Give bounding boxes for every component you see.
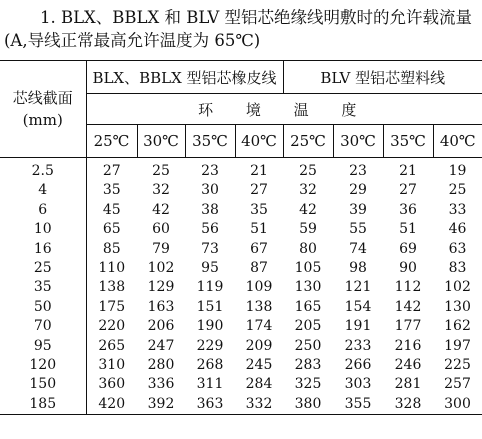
ampacity-cell: 39 [349, 201, 367, 218]
ampacity-cell: 35 [102, 182, 121, 199]
ampacity-cell: 380 [294, 395, 322, 412]
ampacity-cell: 19 [448, 163, 467, 179]
ampacity-cell: 247 [147, 337, 175, 354]
ampacity-cell: 21 [399, 163, 417, 179]
ampacity-cell: 25 [448, 182, 467, 199]
ampacity-cell: 60 [152, 221, 170, 238]
section-size-cell: 6 [0, 201, 86, 220]
section-size-cell: 25 [0, 259, 86, 278]
ampacity-cell: 23 [349, 163, 367, 179]
ampacity-cell: 281 [394, 376, 422, 393]
ampacity-cell: 121 [344, 279, 372, 296]
ampacity-cell: 69 [399, 240, 417, 257]
ampacity-cell: 27 [399, 182, 417, 199]
ampacity-cell: 79 [152, 240, 170, 257]
temp-header-cell: 30℃ [333, 125, 383, 158]
ampacity-cell: 27 [102, 163, 121, 179]
ampacity-cell: 355 [344, 395, 372, 412]
section-header-label: 芯线截面 [12, 89, 73, 107]
title-line-1: 1. BLX、BBLX 和 BLV 型铝芯绝缘线明敷时的允许载流量 [39, 8, 472, 27]
section-size-cell: 185 [0, 395, 86, 415]
ampacity-cell: 32 [299, 182, 317, 199]
ampacity-cell: 25 [299, 163, 317, 179]
ampacity-cell: 65 [102, 221, 121, 238]
ampacity-cell: 197 [444, 337, 471, 354]
ampacity-cell: 38 [201, 201, 219, 218]
ampacity-cell: 191 [344, 318, 372, 335]
table-row [0, 181, 482, 200]
ampacity-cell: 109 [245, 279, 273, 296]
section-header-unit: (mm) [22, 111, 63, 129]
ampacity-cell: 112 [394, 279, 422, 296]
temp-header-cell: 25℃ [86, 125, 137, 158]
section-header [0, 61, 86, 158]
ampacity-cell: 392 [147, 395, 175, 412]
table-row [0, 317, 482, 336]
section-size-cell: 50 [0, 298, 86, 317]
ampacity-cell: 25 [152, 163, 170, 179]
section-size-cell: 2.5 [0, 158, 86, 182]
table-row [0, 240, 482, 259]
title-line-2: (A,导线正常最高允许温度为 65℃) [4, 31, 261, 50]
group-header-rubber: BLX、BBLX 型铝芯橡皮线 [86, 61, 283, 94]
table-row [0, 158, 482, 182]
ampacity-table [0, 60, 482, 415]
ampacity-cell: 21 [250, 163, 268, 179]
temp-header-cell: 35℃ [185, 125, 235, 158]
table-title [4, 6, 478, 52]
ampacity-cell: 245 [245, 357, 273, 374]
ampacity-cell: 36 [399, 201, 417, 218]
ampacity-cell: 80 [299, 240, 317, 257]
table-row [0, 337, 482, 356]
ampacity-cell: 332 [245, 395, 273, 412]
ampacity-cell: 266 [344, 357, 372, 374]
ampacity-cell: 138 [245, 298, 273, 315]
ampacity-cell: 220 [98, 318, 126, 335]
ampacity-cell: 29 [349, 182, 367, 199]
ampacity-cell: 105 [294, 260, 322, 277]
ampacity-cell: 63 [448, 240, 467, 257]
env-temp-header: 环 境 温 度 [86, 94, 482, 125]
ampacity-cell: 27 [250, 182, 268, 199]
ampacity-cell: 130 [444, 298, 471, 315]
ampacity-cell: 33 [448, 201, 467, 218]
ampacity-cell: 310 [98, 357, 126, 374]
ampacity-cell: 45 [102, 201, 121, 218]
ampacity-cell: 51 [399, 221, 417, 238]
ampacity-cell: 51 [250, 221, 268, 238]
ampacity-cell: 23 [201, 163, 219, 179]
ampacity-cell: 74 [349, 240, 367, 257]
ampacity-cell: 420 [98, 395, 126, 412]
ampacity-cell: 216 [394, 337, 422, 354]
temp-header-cell: 35℃ [383, 125, 433, 158]
ampacity-cell: 59 [299, 221, 317, 238]
temp-header-cell: 40℃ [433, 125, 482, 158]
ampacity-cell: 257 [444, 376, 471, 393]
ampacity-cell: 284 [245, 376, 273, 393]
ampacity-cell: 73 [201, 240, 219, 257]
ampacity-cell: 165 [294, 298, 322, 315]
ampacity-cell: 209 [245, 337, 273, 354]
ampacity-cell: 174 [245, 318, 273, 335]
ampacity-cell: 363 [196, 395, 224, 412]
ampacity-cell: 83 [448, 260, 467, 277]
ampacity-cell: 42 [152, 201, 170, 218]
ampacity-cell: 56 [201, 221, 219, 238]
ampacity-cell: 42 [299, 201, 317, 218]
table-body [0, 158, 482, 415]
ampacity-cell: 225 [444, 357, 471, 374]
temp-header-cell: 40℃ [235, 125, 283, 158]
table-row [0, 298, 482, 317]
ampacity-cell: 46 [448, 221, 467, 238]
ampacity-cell: 360 [98, 376, 126, 393]
ampacity-cell: 90 [399, 260, 417, 277]
table-row [0, 220, 482, 239]
ampacity-cell: 190 [196, 318, 224, 335]
ampacity-cell: 283 [294, 357, 322, 374]
ampacity-cell: 130 [294, 279, 322, 296]
ampacity-cell: 246 [394, 357, 422, 374]
ampacity-cell: 55 [349, 221, 367, 238]
ampacity-cell: 102 [444, 279, 471, 296]
table-row [0, 201, 482, 220]
table-row [0, 356, 482, 375]
ampacity-cell: 268 [196, 357, 224, 374]
section-size-cell: 10 [0, 220, 86, 239]
table-row [0, 395, 482, 415]
table-row [0, 278, 482, 297]
ampacity-cell: 102 [147, 260, 175, 277]
ampacity-cell: 30 [201, 182, 219, 199]
section-size-cell: 95 [0, 337, 86, 356]
ampacity-cell: 280 [147, 357, 175, 374]
ampacity-cell: 303 [344, 376, 372, 393]
ampacity-cell: 328 [394, 395, 422, 412]
temp-header-cell: 30℃ [137, 125, 185, 158]
section-size-cell: 16 [0, 240, 86, 259]
ampacity-cell: 162 [444, 318, 471, 335]
ampacity-cell: 119 [196, 279, 224, 296]
ampacity-cell: 142 [394, 298, 422, 315]
ampacity-cell: 87 [250, 260, 268, 277]
ampacity-cell: 311 [196, 376, 224, 393]
ampacity-cell: 95 [201, 260, 219, 277]
ampacity-cell: 233 [344, 337, 372, 354]
ampacity-cell: 229 [196, 337, 224, 354]
section-size-cell: 150 [0, 375, 86, 394]
ampacity-cell: 175 [98, 298, 126, 315]
ampacity-cell: 205 [294, 318, 322, 335]
section-size-cell: 4 [0, 181, 86, 200]
table-row [0, 259, 482, 278]
ampacity-cell: 138 [98, 279, 126, 296]
section-size-cell: 35 [0, 278, 86, 297]
table-row [0, 375, 482, 394]
ampacity-cell: 206 [147, 318, 175, 335]
ampacity-cell: 98 [349, 260, 367, 277]
ampacity-cell: 177 [394, 318, 422, 335]
ampacity-cell: 129 [147, 279, 175, 296]
section-size-cell: 120 [0, 356, 86, 375]
ampacity-cell: 35 [250, 201, 268, 218]
ampacity-cell: 163 [147, 298, 175, 315]
ampacity-cell: 336 [147, 376, 175, 393]
ampacity-cell: 67 [250, 240, 268, 257]
section-size-cell: 70 [0, 317, 86, 336]
ampacity-cell: 151 [196, 298, 224, 315]
group-header-plastic: BLV 型铝芯塑料线 [283, 61, 482, 94]
ampacity-cell: 250 [294, 337, 322, 354]
ampacity-cell: 265 [98, 337, 126, 354]
temp-header-cell: 25℃ [283, 125, 333, 158]
ampacity-cell: 325 [294, 376, 322, 393]
ampacity-cell: 32 [152, 182, 170, 199]
ampacity-cell: 154 [344, 298, 372, 315]
ampacity-cell: 85 [102, 240, 121, 257]
ampacity-cell: 300 [444, 395, 471, 412]
ampacity-cell: 110 [98, 260, 126, 277]
